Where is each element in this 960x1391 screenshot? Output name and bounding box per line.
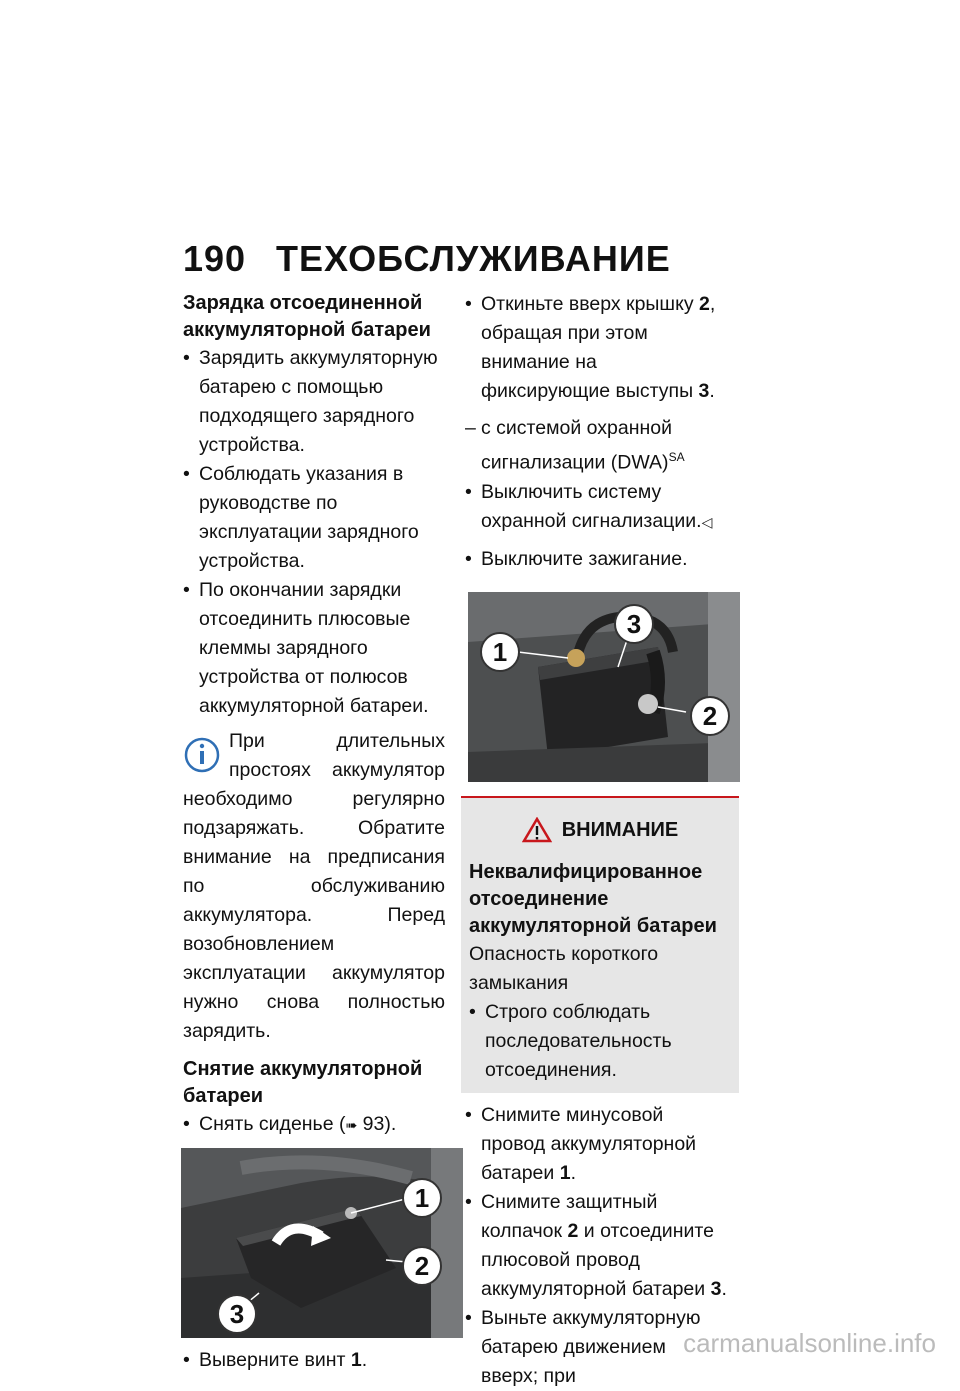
step-disable-alarm: • Выключить систему охранной сигнализации.◁ [465,478,727,537]
warning-box [461,796,739,1093]
callout-3: 3 [217,1294,257,1334]
step-unscrew: • Выверните винт 1. [183,1346,445,1375]
step-follow-manual: • Соблюдать указания в руководстве по эксплуатации зарядного устройства. [183,460,445,576]
step-remove-cap: • Снимите защитный колпачок 2 и отсоедините плюсовой провод аккумуляторной батареи 3. [465,1188,727,1304]
right-column [465,290,727,1391]
callout-1: 1 [402,1178,442,1218]
warning-step: • Строго соблюдать последовательность отсоединения. [469,998,731,1085]
section-title-removal: Снятие аккумуляторной батареи [183,1058,423,1107]
warning-text: Опасность короткого замыкания [469,942,659,994]
section-title-charging: Зарядка отсоединенной аккумуляторной батареи [183,292,431,341]
step-disconnect-charger: • По окончании зарядки отсоединить плюсовые клеммы зарядного устройства от полюсов аккумуляторной батареи. [183,576,445,721]
left-column [183,290,445,1375]
callout-2: 2 [690,696,730,736]
step-lift-battery: • Выньте аккумуляторную батарею движением вверх; при [465,1304,727,1391]
info-note-text: При длительных простоях аккумулятор необходимо регулярно подзаряжать. Обратите внимание на предписания по обслуживанию аккумулятора. Перед возобновлением эксплуатации аккумулятор нужно снова полностью зарядить. [183,730,445,1042]
page-number: 190 [183,238,247,279]
step-remove-minus: • Снимите минусовой провод аккумуляторной батареи 1. [465,1101,727,1188]
step-open-cover: • Откиньте вверх крышку 2, обращая при этом внимание на фиксирующие выступы 3. [465,290,727,406]
step-charge: • Зарядить аккумуляторную батарею с помощью подходящего зарядного устройства. [183,344,445,460]
warning-heading: ВНИМАНИЕ [469,816,731,845]
info-note [183,727,445,1046]
info-icon [183,729,221,779]
condition-dwa: – с системой охранной сигнализации (DWA)$^{SA}$ [465,414,727,478]
page-ref[interactable]: 93). [362,1113,397,1135]
chapter-title: ТЕХОБСЛУЖИВАНИЕ [276,238,671,279]
end-marker-icon: ◁ [701,513,713,530]
page-header [183,238,671,280]
photo-battery-terminals [468,592,750,782]
step-ignition-off: • Выключите зажигание. [465,545,727,574]
callout-1: 1 [480,632,520,672]
photo-battery-cover [181,1148,463,1338]
callout-3: 3 [614,604,654,644]
step-remove-seat: • Снять сиденье (➠ 93). [183,1110,445,1140]
warning-triangle-icon [522,817,552,843]
callout-2: 2 [402,1246,442,1286]
battery-terminals-image [468,592,740,782]
warning-title: Неквалифицированное отсоединение аккумуляторной батареи [469,860,717,937]
page-ref-arrow-icon: ➠ [345,1117,358,1133]
watermark: carmanualsonline.info [683,1328,936,1358]
